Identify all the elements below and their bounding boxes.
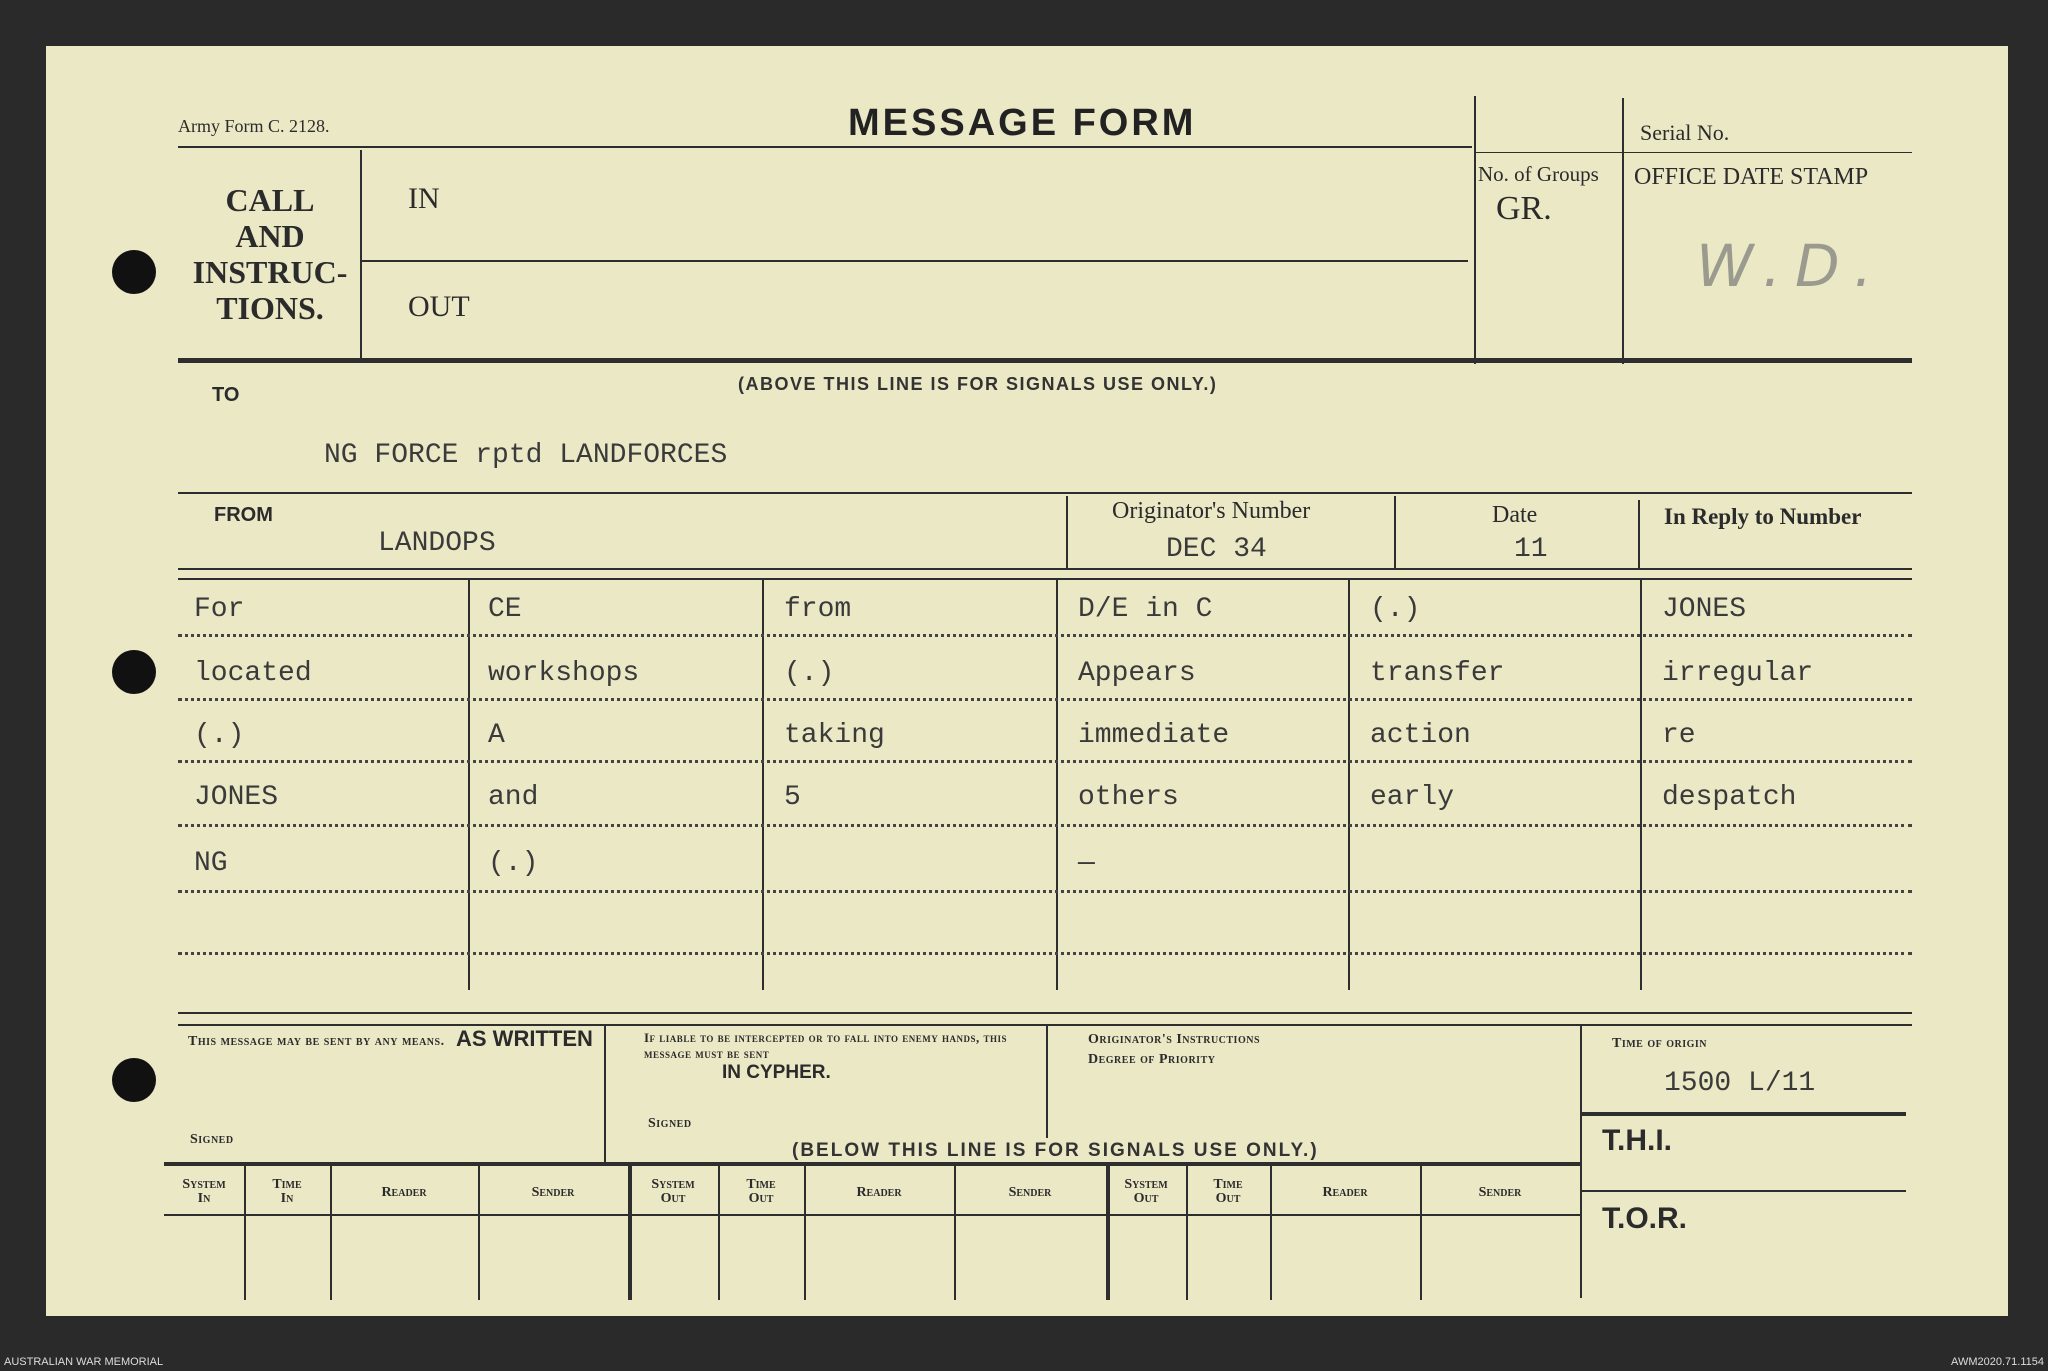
signals-table-header-line: Reader bbox=[1322, 1185, 1368, 1200]
gr-label: GR. bbox=[1496, 190, 1552, 227]
call-out-label: OUT bbox=[408, 290, 470, 323]
no-of-groups-label: No. of Groups bbox=[1478, 162, 1599, 186]
signals-table-header bbox=[244, 1178, 330, 1206]
message-cell: JONES bbox=[194, 782, 279, 813]
message-cell: and bbox=[488, 782, 539, 813]
signals-table-header-line: Out bbox=[660, 1191, 686, 1206]
message-cell: — bbox=[1078, 848, 1095, 879]
signals-table-header-line: Out bbox=[748, 1191, 774, 1206]
signals-table-header bbox=[478, 1186, 628, 1200]
signals-table-header-line: Out bbox=[1215, 1191, 1241, 1206]
time-of-origin-label: Time of origin bbox=[1612, 1036, 1708, 1051]
signals-table-header-line: In bbox=[280, 1191, 294, 1206]
signals-table-header bbox=[164, 1178, 244, 1206]
signals-table-header bbox=[954, 1186, 1106, 1200]
signals-table-header-line: Time bbox=[272, 1177, 302, 1192]
tor-label: T.O.R. bbox=[1602, 1202, 1688, 1235]
signals-table-header-line: System bbox=[1124, 1177, 1168, 1192]
message-cell: despatch bbox=[1662, 782, 1797, 813]
punch-hole bbox=[112, 650, 156, 694]
punch-hole bbox=[112, 250, 156, 294]
message-cell: re bbox=[1662, 720, 1696, 751]
call-in-label: IN bbox=[408, 182, 440, 215]
thi-label: T.H.I. bbox=[1602, 1124, 1673, 1157]
originators-instructions-label: Originator's Instructions bbox=[1088, 1032, 1261, 1047]
signals-above-note: (ABOVE THIS LINE IS FOR SIGNALS USE ONLY.) bbox=[738, 374, 1218, 394]
signals-table-header bbox=[1106, 1178, 1186, 1206]
punch-hole bbox=[112, 1058, 156, 1102]
signals-table-header-line: Sender bbox=[531, 1185, 575, 1200]
signals-table-header-line: Reader bbox=[856, 1185, 902, 1200]
signals-table-header-line: System bbox=[651, 1177, 695, 1192]
signals-table-header bbox=[1420, 1186, 1580, 1200]
signals-table-header-line: Time bbox=[1213, 1177, 1243, 1192]
means-text: This message may be sent by any means. bbox=[188, 1034, 445, 1049]
message-cell: workshops bbox=[488, 658, 640, 689]
to-label: TO bbox=[212, 384, 240, 406]
message-cell: located bbox=[194, 658, 312, 689]
message-cell: 5 bbox=[784, 782, 801, 813]
from-label: FROM bbox=[214, 504, 273, 526]
signed-label-2: Signed bbox=[648, 1116, 692, 1131]
signals-table-header bbox=[1186, 1178, 1270, 1206]
message-cell: A bbox=[488, 720, 505, 751]
cypher-text: If liable to be intercepted or to fall into enemy hands, this message must be sent bbox=[644, 1030, 1007, 1061]
form-title: MESSAGE FORM bbox=[848, 102, 1197, 144]
message-cell: JONES bbox=[1662, 594, 1747, 625]
to-value: NG FORCE rptd LANDFORCES bbox=[324, 440, 728, 471]
message-cell: action bbox=[1370, 720, 1471, 751]
message-cell: immediate bbox=[1078, 720, 1230, 751]
message-cell: (.) bbox=[194, 720, 245, 751]
signals-table-header bbox=[330, 1186, 478, 1200]
originator-number-value: DEC 34 bbox=[1166, 534, 1267, 565]
signals-table-header bbox=[1270, 1186, 1420, 1200]
signals-table-header-line: Sender bbox=[1478, 1185, 1522, 1200]
degree-of-priority-label: Degree of Priority bbox=[1088, 1052, 1216, 1067]
handwritten-stamp: W.D. bbox=[1696, 232, 1887, 300]
signals-below-note: (BELOW THIS LINE IS FOR SIGNALS USE ONLY.) bbox=[792, 1140, 1319, 1161]
message-cell: (.) bbox=[1370, 594, 1421, 625]
message-cell: CE bbox=[488, 594, 522, 625]
date-value: 11 bbox=[1514, 534, 1548, 565]
signals-table-header bbox=[718, 1178, 804, 1206]
message-cell: from bbox=[784, 594, 852, 625]
cypher-stamp: IN CYPHER. bbox=[722, 1062, 831, 1083]
office-date-stamp-label: OFFICE DATE STAMP bbox=[1634, 164, 1869, 190]
signals-table-header-line: Out bbox=[1133, 1191, 1159, 1206]
signals-table-header bbox=[804, 1186, 954, 1200]
message-cell: irregular bbox=[1662, 658, 1814, 689]
signals-table-header-line: System bbox=[182, 1177, 226, 1192]
in-reply-to-label: In Reply to Number bbox=[1664, 504, 1862, 529]
message-cell: taking bbox=[784, 720, 885, 751]
signals-table-header-line: Sender bbox=[1008, 1185, 1052, 1200]
message-cell: (.) bbox=[784, 658, 835, 689]
message-cell: For bbox=[194, 594, 245, 625]
message-cell: others bbox=[1078, 782, 1179, 813]
message-cell: Appears bbox=[1078, 658, 1196, 689]
serial-no-label: Serial No. bbox=[1640, 120, 1730, 145]
signals-table-header-line: Time bbox=[746, 1177, 776, 1192]
time-of-origin-value: 1500 L/11 bbox=[1664, 1068, 1816, 1099]
date-label: Date bbox=[1492, 502, 1538, 528]
means-stamp: AS WRITTEN bbox=[456, 1026, 593, 1051]
message-cell: transfer bbox=[1370, 658, 1505, 689]
message-cell: early bbox=[1370, 782, 1455, 813]
signals-table-header-line: In bbox=[197, 1191, 211, 1206]
signed-label-1: Signed bbox=[190, 1132, 234, 1147]
from-value: LANDOPS bbox=[378, 528, 496, 559]
message-cell: (.) bbox=[488, 848, 539, 879]
message-cell: NG bbox=[194, 848, 228, 879]
footer-credit: AUSTRALIAN WAR MEMORIAL bbox=[4, 1356, 164, 1368]
message-cell: D/E in C bbox=[1078, 594, 1213, 625]
signals-table-header-line: Reader bbox=[381, 1185, 427, 1200]
army-form-number: Army Form C. 2128. bbox=[178, 116, 330, 136]
signals-table-header bbox=[628, 1178, 718, 1206]
originator-number-label: Originator's Number bbox=[1112, 498, 1311, 524]
call-instructions-label: CALL AND INSTRUC- TIONS. bbox=[192, 182, 348, 326]
footer-accession: AWM2020.71.1154 bbox=[1951, 1356, 2044, 1368]
